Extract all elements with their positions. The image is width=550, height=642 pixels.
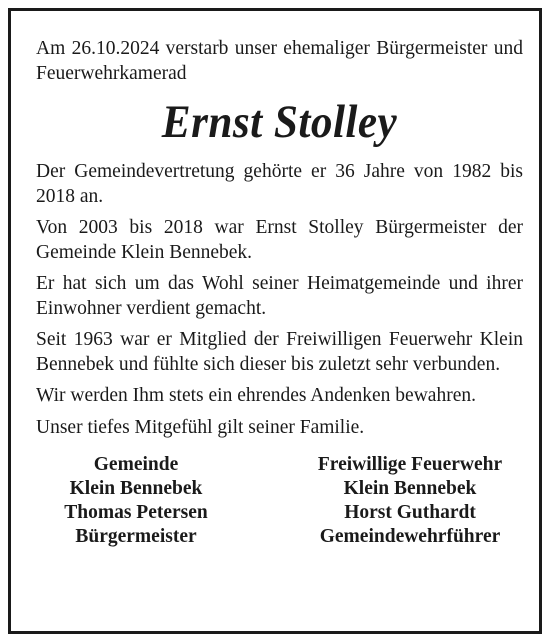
signature-line: Gemeindewehrführer (319, 526, 501, 547)
signature-line: Horst Guthardt (344, 502, 476, 523)
paragraph-remembrance: Wir werden Ihm stets ein ehrendes Andenken bewahren. (36, 385, 476, 406)
signature-line: Thomas Petersen (64, 502, 208, 523)
signature-line: Klein Bennebek (343, 478, 477, 499)
notice-frame (8, 8, 542, 634)
signature-block (36, 453, 523, 549)
paragraph-fire-brigade: Seit 1963 war er Mitglied der Freiwilligen Feuerwehr Klein Bennebek und fühlte sich dieser bis zuletzt sehr verbunden. (36, 329, 523, 375)
notice-content (36, 37, 523, 549)
signature-fire-brigade (285, 453, 535, 549)
deceased-name: Ernst Stolley (161, 96, 398, 148)
signature-line: Gemeinde (93, 454, 179, 475)
signature-line: Freiwillige Feuerwehr (317, 454, 503, 475)
paragraph-membership: Der Gemeindevertretung gehörte er 36 Jahre von 1982 bis 2018 an. (36, 161, 523, 207)
signature-municipality (36, 453, 236, 549)
paragraph-mayor: Von 2003 bis 2018 war Ernst Stolley Bürgermeister der Gemeinde Klein Bennebek. (36, 217, 523, 263)
paragraph-condolence: Unser tiefes Mitgefühl gilt seiner Familie. (36, 416, 365, 438)
paragraph-merit: Er hat sich um das Wohl seiner Heimatgemeinde und ihrer Einwohner verdient gemacht. (36, 273, 523, 319)
intro-text: Am 26.10.2024 verstarb unser ehemaliger Bürgermeister und Feuerwehrkamerad (36, 38, 523, 84)
signature-line: Klein Bennebek (69, 478, 203, 499)
signature-line: Bürgermeister (75, 526, 197, 547)
